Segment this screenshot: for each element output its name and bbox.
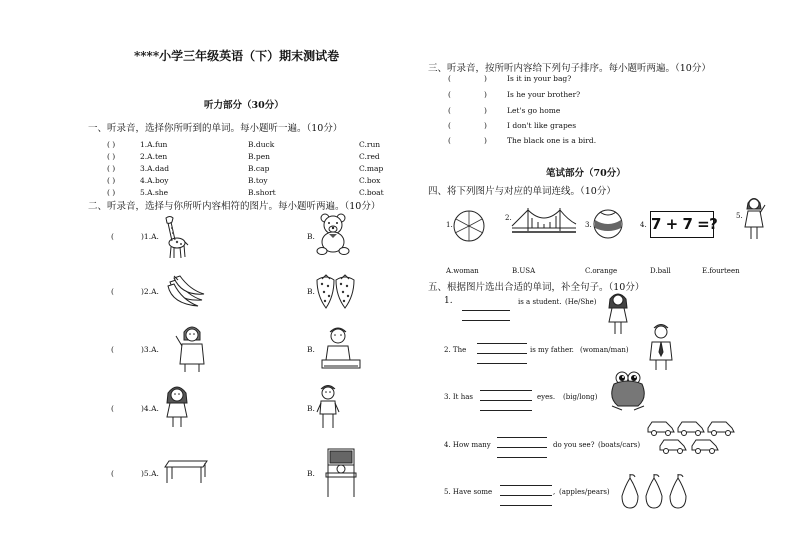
part4-number: 1. bbox=[446, 221, 453, 229]
part1-option-b: B.cap bbox=[248, 164, 270, 173]
part2-open-paren: ( bbox=[111, 287, 114, 296]
girl-image bbox=[164, 383, 190, 429]
frog-image bbox=[608, 370, 650, 414]
part5-hint: (big/long) bbox=[563, 393, 598, 401]
part3-sentence: Let's go home bbox=[507, 106, 561, 115]
boy-writing-image bbox=[318, 322, 362, 372]
part5-sentence-start: How many bbox=[452, 441, 491, 449]
part4-word: C.orange bbox=[585, 267, 618, 275]
part1-bracket: ( ) bbox=[107, 176, 116, 185]
part2-instruction: 二、听录音，选择与你所听内容相符的图片。每小题听两遍。（10分） bbox=[88, 201, 381, 212]
part3-sentence: Is it in your bag? bbox=[507, 74, 572, 83]
father-image bbox=[648, 322, 674, 372]
part2-open-paren: ( bbox=[111, 232, 114, 241]
part5-sentence-end: is a student. bbox=[518, 298, 562, 306]
equation-box bbox=[650, 211, 718, 238]
part2-label-b: B. bbox=[307, 232, 315, 241]
part5-sentence-end: eyes. bbox=[537, 393, 556, 401]
answer-blank[interactable] bbox=[477, 356, 527, 364]
answer-blank[interactable] bbox=[500, 478, 552, 486]
pears-image bbox=[618, 474, 690, 510]
part1-bracket: ( ) bbox=[107, 188, 116, 197]
strawberries-image bbox=[314, 272, 356, 312]
part2-open-paren: ( bbox=[111, 345, 114, 354]
part2-label-b: B. bbox=[307, 469, 315, 478]
part1-option-c: C.run bbox=[359, 140, 381, 149]
answer-blank[interactable] bbox=[480, 383, 532, 391]
part2-label-a: )3.A. bbox=[141, 345, 159, 354]
part5-sentence-end: is my father. bbox=[530, 346, 574, 354]
part3-open-paren: ( bbox=[448, 121, 451, 130]
page-title: ****小学三年级英语（下）期末测试卷 bbox=[134, 49, 340, 63]
part1-option-c: C.red bbox=[359, 152, 380, 161]
part5-hint: (boats/cars) bbox=[598, 441, 641, 449]
answer-blank[interactable] bbox=[497, 430, 547, 438]
part1-option-a: 2.A.ten bbox=[140, 152, 168, 161]
part5-sentence-start: The bbox=[452, 346, 467, 354]
part1-option-a: 1.A.fun bbox=[140, 140, 168, 149]
giraffe-image bbox=[160, 214, 188, 260]
part1-option-c: C.boat bbox=[359, 188, 384, 197]
cars-image bbox=[646, 418, 736, 456]
table-image bbox=[163, 459, 209, 485]
part1-option-b: B.pen bbox=[248, 152, 270, 161]
bananas-image bbox=[166, 274, 206, 308]
part4-instruction: 四、将下列图片与对应的单词连线。（10分） bbox=[428, 186, 616, 197]
teddy-bear-image bbox=[316, 212, 352, 256]
part2-open-paren: ( bbox=[111, 404, 114, 413]
part3-open-paren: ( bbox=[448, 74, 451, 83]
part5-sentence-start: It has bbox=[452, 393, 473, 401]
answer-blank[interactable] bbox=[462, 303, 510, 311]
part5-hint: (apples/pears) bbox=[559, 488, 610, 496]
equation-text: 7 + 7 =? bbox=[651, 215, 718, 233]
part5-number: 4. bbox=[444, 441, 451, 449]
orange-image bbox=[452, 208, 486, 242]
writing-heading: 笔试部分（70分） bbox=[546, 168, 626, 179]
part2-open-paren: ( bbox=[111, 469, 114, 478]
part5-sentence-end: , bbox=[553, 488, 556, 496]
girl-student-image bbox=[606, 290, 630, 336]
answer-blank[interactable] bbox=[497, 450, 547, 458]
part5-item-1 bbox=[444, 296, 453, 306]
part4-number: 4. bbox=[640, 221, 647, 229]
part5-item-4 bbox=[444, 441, 491, 449]
part1-option-b: B.toy bbox=[248, 176, 268, 185]
answer-blank[interactable] bbox=[500, 488, 552, 496]
part3-open-paren: ( bbox=[448, 90, 451, 99]
part1-bracket: ( ) bbox=[107, 164, 116, 173]
part1-bracket: ( ) bbox=[107, 152, 116, 161]
bridge-image bbox=[512, 206, 576, 236]
part3-close-paren: ) bbox=[484, 106, 487, 115]
part3-open-paren: ( bbox=[448, 106, 451, 115]
part5-hint: (He/She) bbox=[565, 298, 597, 306]
part4-number: 2. bbox=[505, 214, 512, 222]
part5-sentence-start: Have some bbox=[452, 488, 493, 496]
boy-image bbox=[316, 382, 340, 430]
woman-image bbox=[742, 195, 766, 241]
part5-number: 5. bbox=[444, 488, 451, 496]
part5-number: 1. bbox=[444, 296, 453, 306]
answer-blank[interactable] bbox=[480, 393, 532, 401]
part4-word: D.ball bbox=[650, 267, 671, 275]
part4-word: A.woman bbox=[446, 267, 479, 275]
part4-number: 5. bbox=[736, 212, 743, 220]
answer-blank[interactable] bbox=[497, 440, 547, 448]
part5-item-2 bbox=[444, 346, 466, 354]
answer-blank[interactable] bbox=[480, 403, 532, 411]
part1-option-a: 5.A.she bbox=[140, 188, 169, 197]
part5-number: 3. bbox=[444, 393, 451, 401]
part1-option-b: B.short bbox=[248, 188, 276, 197]
part3-close-paren: ) bbox=[484, 136, 487, 145]
part3-close-paren: ) bbox=[484, 121, 487, 130]
part2-label-a: )4.A. bbox=[141, 404, 159, 413]
part1-instruction: 一、听录音，选择你所听到的单词。每小题听一遍。（10分） bbox=[88, 123, 343, 134]
answer-blank[interactable] bbox=[477, 346, 527, 354]
part1-option-c: C.box bbox=[359, 176, 381, 185]
part5-number: 2. bbox=[444, 346, 451, 354]
listening-heading: 听力部分（30分） bbox=[204, 100, 284, 111]
part3-sentence: Is he your brother? bbox=[507, 90, 581, 99]
part5-hint: (woman/man) bbox=[580, 346, 629, 354]
part2-label-a: )2.A. bbox=[141, 287, 159, 296]
part3-close-paren: ) bbox=[484, 74, 487, 83]
part3-instruction: 三、听录音，按所听内容给下列句子排序。每小题听两遍。（10分） bbox=[428, 63, 711, 74]
part4-word: E.fourteen bbox=[702, 267, 740, 275]
part2-label-b: B. bbox=[307, 345, 315, 354]
chair-apple-image bbox=[322, 447, 360, 499]
part5-sentence-end: do you see? bbox=[553, 441, 595, 449]
part1-option-a: 4.A.boy bbox=[140, 176, 169, 185]
part3-sentence: I don't like grapes bbox=[507, 121, 577, 130]
part1-option-c: C.map bbox=[359, 164, 384, 173]
part1-option-b: B.duck bbox=[248, 140, 275, 149]
part5-instruction: 五、根据图片选出合适的单词，补全句子。（10分） bbox=[428, 282, 645, 293]
teacher-image bbox=[174, 322, 210, 374]
part2-label-b: B. bbox=[307, 404, 315, 413]
part4-number: 3. bbox=[585, 221, 592, 229]
part3-sentence: The black one is a bird. bbox=[507, 136, 597, 145]
answer-blank[interactable] bbox=[462, 313, 510, 321]
answer-blank[interactable] bbox=[500, 498, 552, 506]
part5-item-3 bbox=[444, 393, 473, 401]
part2-label-a: )1.A. bbox=[141, 232, 159, 241]
part3-close-paren: ) bbox=[484, 90, 487, 99]
part3-open-paren: ( bbox=[448, 136, 451, 145]
part5-item-5 bbox=[444, 488, 492, 496]
answer-blank[interactable] bbox=[477, 336, 527, 344]
part2-label-b: B. bbox=[307, 287, 315, 296]
part1-bracket: ( ) bbox=[107, 140, 116, 149]
part2-label-a: )5.A. bbox=[141, 469, 159, 478]
part1-option-a: 3.A.dad bbox=[140, 164, 170, 173]
ball-image bbox=[592, 208, 624, 240]
part4-word: B.USA bbox=[512, 267, 536, 275]
